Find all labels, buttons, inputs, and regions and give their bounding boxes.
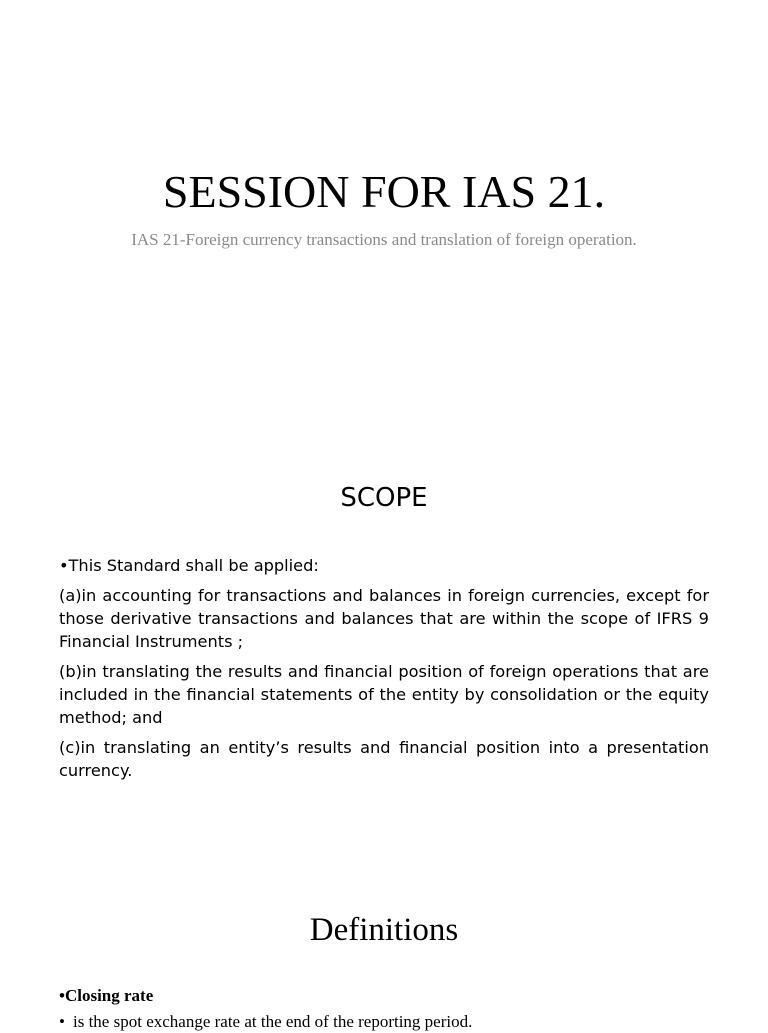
scope-heading: SCOPE: [340, 483, 428, 513]
scope-body: [59, 554, 709, 789]
scope-item-b: (b)in translating the results and financial position of foreign operations that are included in the financial statements of the entity by consolidation or the equity method; and: [59, 662, 709, 727]
scope-intro: •This Standard shall be applied:: [59, 556, 319, 575]
definition-text-content: is the spot exchange rate at the end of the reporting period.: [73, 1012, 473, 1031]
bullet-icon: •: [59, 1012, 65, 1031]
definitions-heading: Definitions: [309, 912, 459, 948]
scope-item-c: (c)in translating an entity’s results and financial position into a presentation currency.: [59, 738, 709, 780]
definition-term: •Closing rate: [59, 986, 154, 1005]
definition-text: [59, 1011, 472, 1033]
slide-subtitle: IAS 21-Foreign currency transactions and translation of foreign operation.: [131, 230, 637, 249]
slide-title: SESSION FOR IAS 21.: [162, 166, 606, 217]
scope-item-a: (a)in accounting for transactions and balances in foreign currencies, except for those derivative transactions and balances that are within the scope of IFRS 9 Financial Instruments ;: [59, 586, 709, 651]
